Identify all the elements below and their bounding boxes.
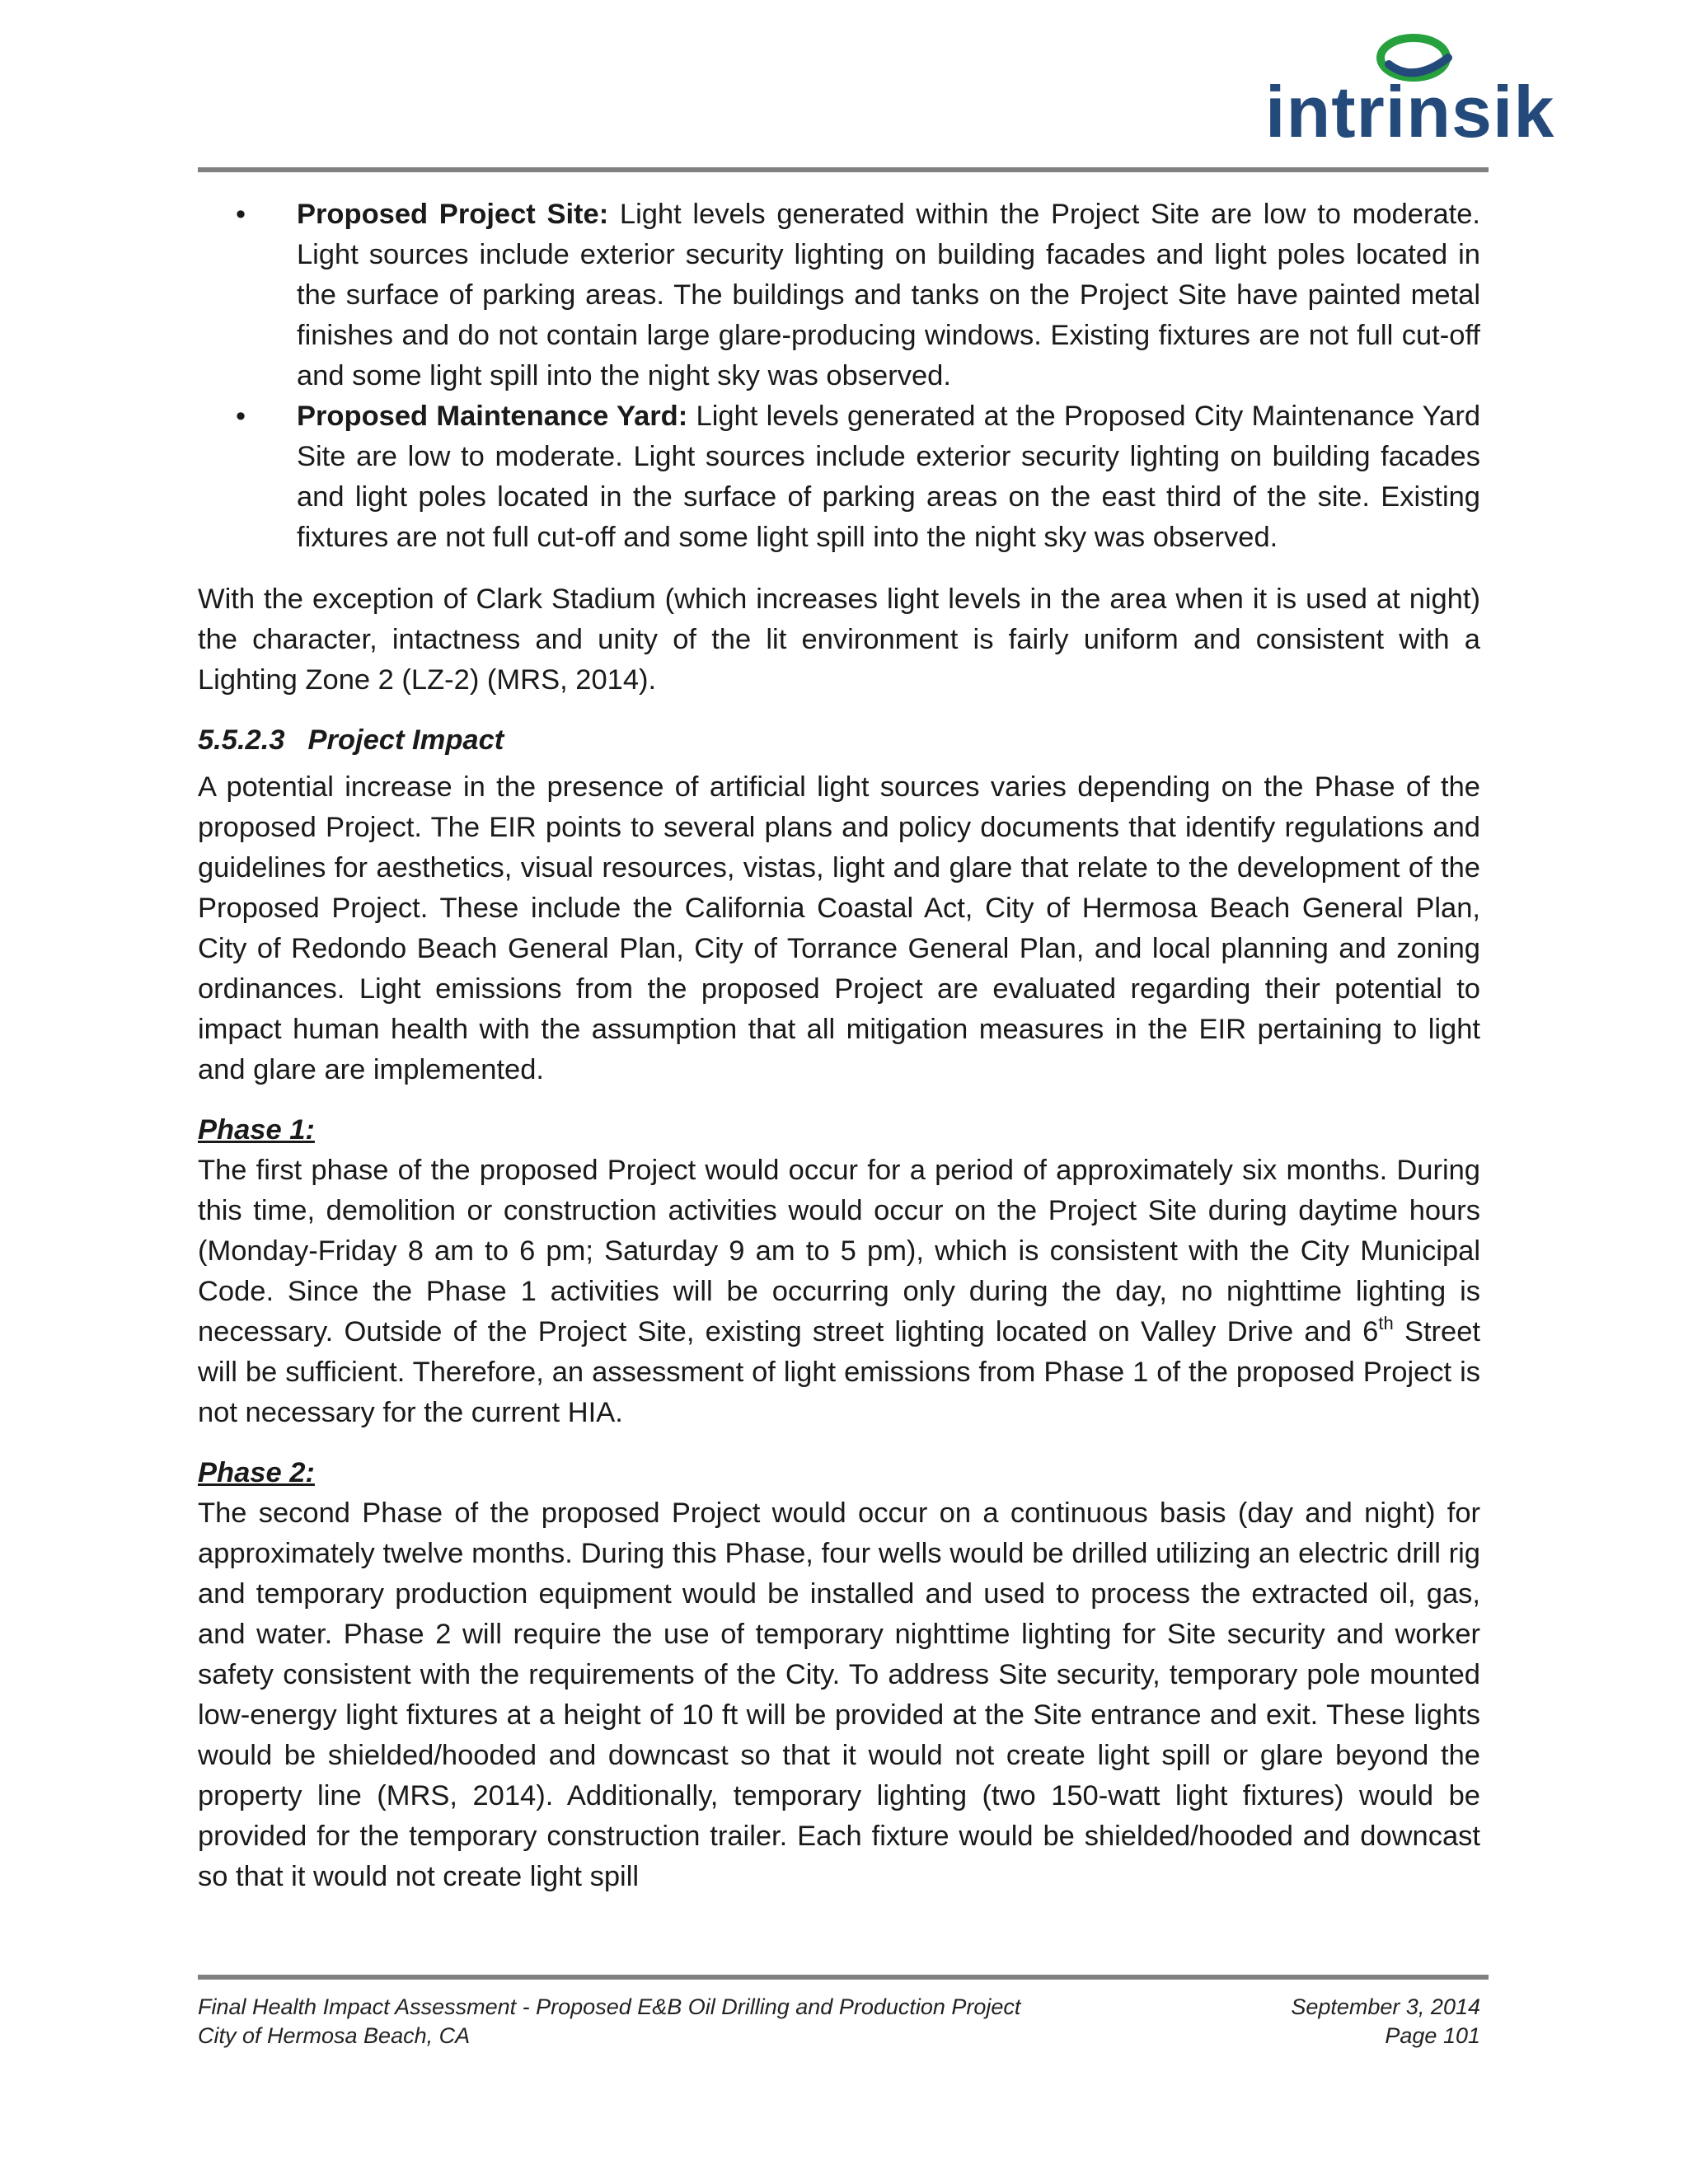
phase-1-heading: Phase 1:	[198, 1114, 315, 1146]
footer-divider	[198, 1975, 1489, 1980]
paragraph-project-impact: A potential increase in the presence of artificial light sources varies depending on the Phase of the proposed Project. The EIR points to several plans and policy documents that identify regulations and guidelines for aesthetics, visual resources, vistas, light and glare that relate to the development of the Proposed Project. These include the California Coastal Act, City of Hermosa Beach General Plan, City of Redondo Beach General Plan, City of Torrance General Plan, and local planning and zoning ordinances. Light emissions from the proposed Project are evaluated regarding their potential to impact human health with the assumption that all mitigation measures in the EIR pertaining to light and glare are implemented.	[198, 771, 1480, 1085]
intrinsik-logo	[1265, 33, 1555, 152]
footer-doc-title: Final Health Impact Assessment - Proposed E&B Oil Drilling and Production Project	[198, 1994, 1021, 2019]
footer-page-number: Page 101	[1385, 2023, 1480, 2048]
paragraph-lighting-zone: With the exception of Clark Stadium (which increases light levels in the area when it is used at night) the character, intactness and unity of the lit environment is fairly uniform and consistent with a Lighting Zone 2 (LZ-2) (MRS, 2014).	[198, 583, 1480, 696]
bullet-list	[198, 194, 1480, 558]
phase-1-text: The first phase of the proposed Project would occur for a period of approximately six months. During this time, demolition or construction activities would occur on the Project Site during daytime hours (Monday-Friday 8 am to 6 pm; Saturday 9 am to 5 pm), which is consistent with the City Municipal Code. Since the Phase 1 activities will be occurring only during the day, no nighttime lighting is necessary. Outside of the Project Site, existing street lighting located on Valley Drive and 6th Street will be sufficient. Therefore, an assessment of light emissions from Phase 1 of the proposed Project is not necessary for the current HIA.	[198, 1155, 1480, 1428]
bullet-text: Light levels generated at the Proposed City Maintenance Yard Site are low to moderate. Light sources include exterior security lighting on building facades and light poles located in the surface of parking areas on the east third of the site. Existing fixtures are not full cut-off and some light spill into the night sky was observed.	[297, 401, 1481, 553]
bullet-item-maintenance-yard	[198, 396, 1480, 558]
footer-date: September 3, 2014	[1291, 1994, 1480, 2019]
bullet-lead: Proposed Project Site:	[297, 199, 609, 230]
bullet-item-project-site	[198, 194, 1480, 396]
bullet-dot-icon: •	[236, 199, 246, 230]
footer-location: City of Hermosa Beach, CA	[198, 2023, 471, 2048]
section-number: 5.5.2.3	[198, 724, 285, 756]
section-title: Project Impact	[307, 724, 504, 756]
header-divider	[198, 167, 1489, 172]
bullet-dot-icon: •	[236, 401, 246, 432]
phase-2-heading: Phase 2:	[198, 1457, 315, 1488]
phase-2-text: The second Phase of the proposed Project would occur on a continuous basis (day and night) for approximately twelve months. During this Phase, four wells would be drilled utilizing an electric drill rig and temporary production equipment would be installed and used to process the extracted oil, gas, and water. Phase 2 will require the use of temporary nighttime lighting for Site security and worker safety consistent with the requirements of the City. To address Site security, temporary pole mounted low-energy light fixtures at a height of 10 ft will be provided at the Site entrance and exit. These lights would be shielded/hooded and downcast so that it would not create light spill or glare beyond the property line (MRS, 2014). Additionally, temporary lighting (two 150-watt light fixtures) would be provided for the temporary construction trailer. Each fixture would be shielded/hooded and downcast so that it would not create light spill	[198, 1497, 1480, 1892]
section-heading	[198, 720, 1480, 761]
page-footer	[198, 1993, 1480, 2050]
superscript-th: th	[1378, 1313, 1394, 1333]
bullet-text: Light levels generated within the Project Site are low to moderate. Light sources include exterior security lighting on building facades and light poles located in the surface of parking areas. The buildings and tanks on the Project Site have painted metal finishes and do not contain large glare-producing windows. Existing fixtures are not full cut-off and some light spill into the night sky was observed.	[297, 199, 1480, 391]
logo-wordmark: intrinsik	[1265, 71, 1555, 152]
bullet-lead: Proposed Maintenance Yard:	[297, 401, 688, 432]
page-body	[198, 194, 1480, 1897]
